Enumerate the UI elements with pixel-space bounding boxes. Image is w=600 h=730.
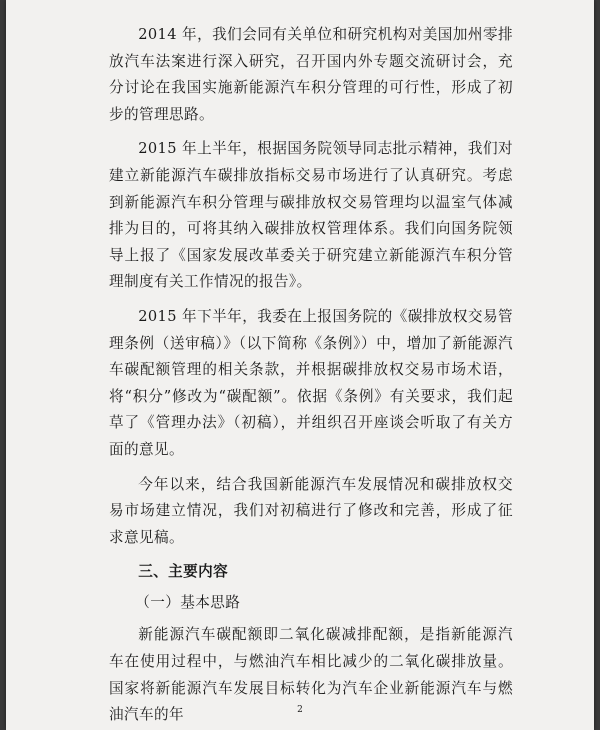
- paragraph-2015-second-half: 2015 年下半年，我委在上报国务院的《碳排放权交易管理条例（送审稿）》（以下简称《条例》）中，增加了新能源汽车碳配额管理的相关条款，并根据碳排放权交易市场术语，将“积分”修改为“碳配额”。依据《条例》有关要求，我们起草了《管理办法》（初稿），并组织召开座谈会听取了有关方面的意见。: [109, 307, 513, 458]
- paragraph-2015-first-half: 2015 年上半年，根据国务院领导同志批示精神，我们对建立新能源汽车碳排放指标交易市场进行了认真研究。考虑到新能源汽车积分管理与碳排放权交易管理均以温室气体减排为目的，可将其纳入碳排放权管理体系。我们向国务院领导上报了《国家发展改革委关于研究建立新能源汽车积分管理制度有关工作情况的报告》。: [109, 140, 513, 291]
- document-page: [6, 0, 594, 730]
- paragraph-basic-approach: 新能源汽车碳配额即二氧化碳减排配额，是指新能源汽车在使用过程中，与燃油汽车相比减少的二氧化碳排放量。国家将新能源汽车发展目标转化为汽车企业新能源汽车与燃油汽车的年: [109, 626, 513, 724]
- subsection-heading: （一）基本思路: [135, 593, 241, 611]
- document-body: [109, 22, 513, 730]
- page-number: 2: [297, 705, 303, 715]
- paragraph-2014: 2014 年，我们会同有关单位和研究机构对美国加州零排放汽车法案进行深入研究，召开国内外专题交流研讨会，充分讨论在我国实施新能源汽车积分管理的可行性，形成了初步的管理思路。: [109, 26, 513, 123]
- section-heading: 三、主要内容: [138, 563, 229, 581]
- paragraph-this-year: 今年以来，结合我国新能源汽车发展情况和碳排放权交易市场建立情况，我们对初稿进行了修改和完善，形成了征求意见稿。: [109, 475, 513, 546]
